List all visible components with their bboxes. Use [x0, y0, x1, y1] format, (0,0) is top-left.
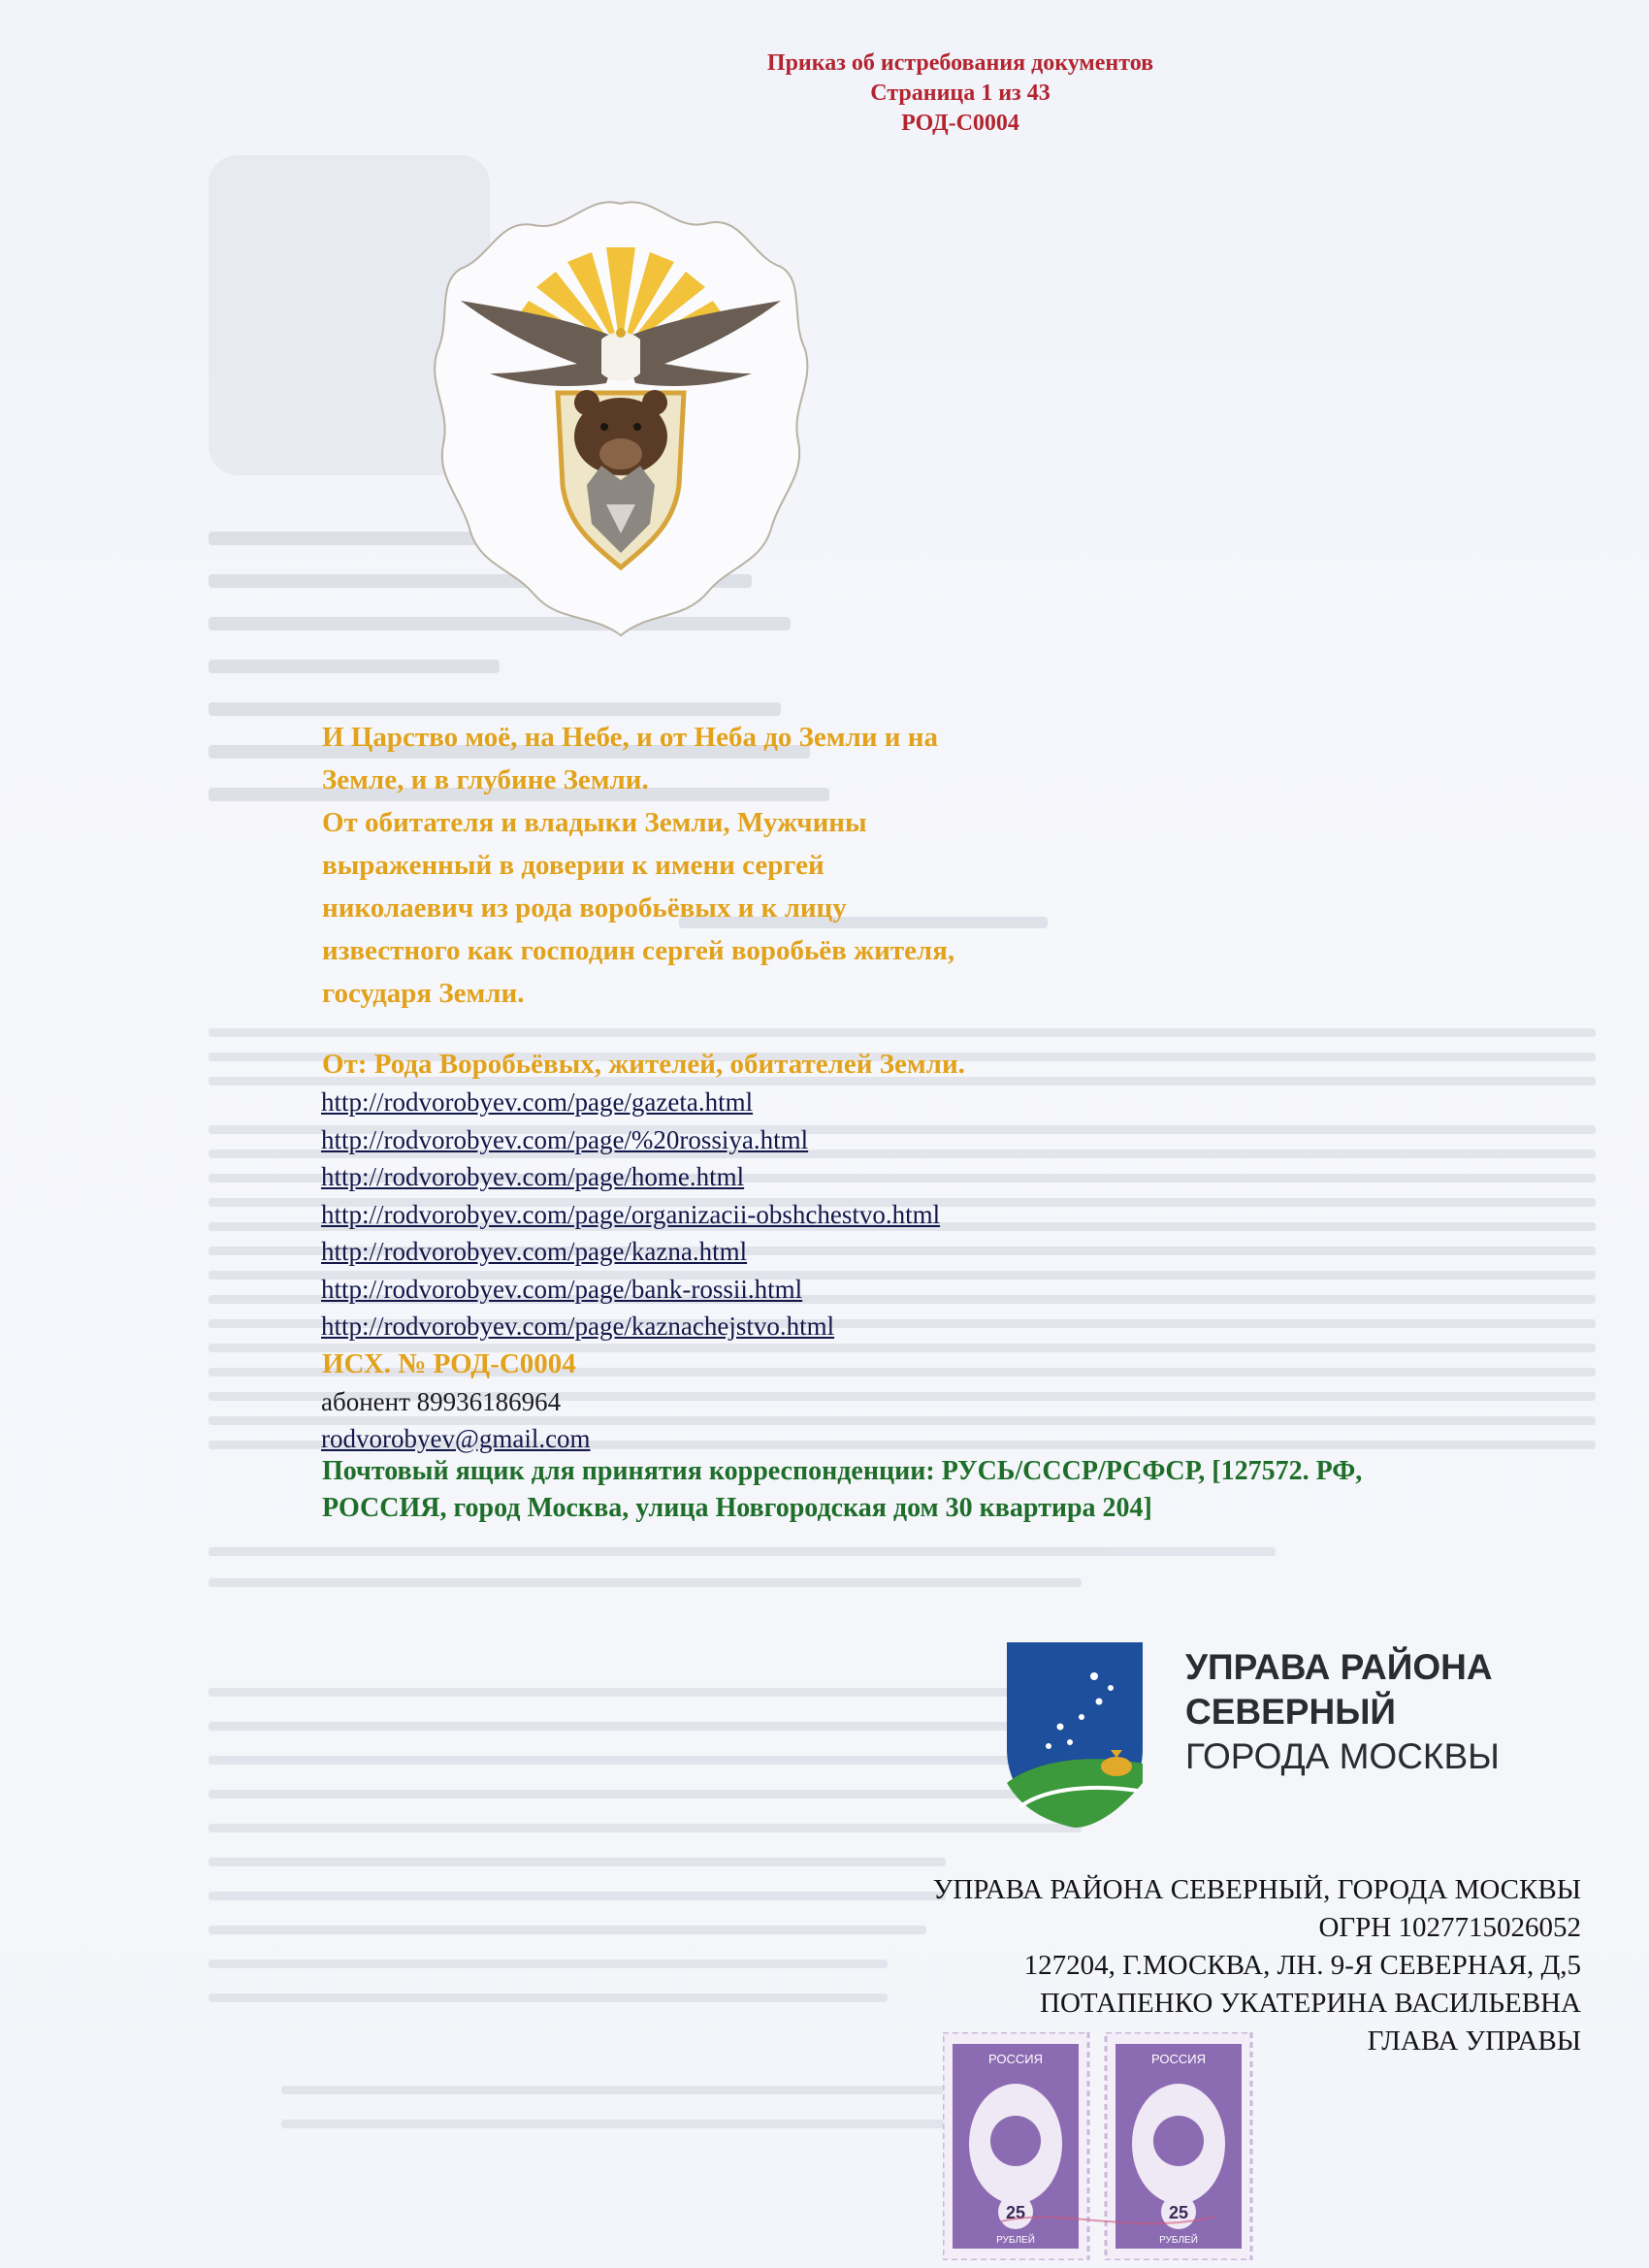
stamp-value: 25 — [1005, 2203, 1026, 2222]
addressee-org: УПРАВА РАЙОНА СЕВЕРНЫЙ, ГОРОДА МОСКВЫ — [932, 1874, 1581, 1905]
uprava-logo-text — [1185, 1645, 1500, 1779]
addressee-title: ГЛАВА УПРАВЫ — [1367, 2025, 1581, 2057]
motto-line: И Царство моё, на Небе, и от Неба до Земли и на — [322, 722, 938, 753]
motto-line: выраженный в доверии к имени сергей — [322, 850, 824, 881]
postbox-line: Почтовый ящик для принятия корреспонденции: РУСЬ/СССР/РСФСР, [127572. РФ, — [322, 1456, 1363, 1486]
postage-stamps — [943, 2032, 1253, 2260]
link-kazna[interactable]: http://rodvorobyev.com/page/kazna.html — [321, 1237, 748, 1266]
stamp-value: 25 — [1168, 2203, 1189, 2222]
link-list — [321, 1084, 940, 1345]
eagle-icon — [990, 2116, 1041, 2166]
uprava-logo-line: УПРАВА РАЙОНА — [1185, 1647, 1493, 1687]
rod-emblem-logo — [432, 194, 810, 650]
postage-stamp — [943, 2032, 1088, 2260]
link-gazeta[interactable]: http://rodvorobyev.com/page/gazeta.html — [321, 1087, 754, 1117]
contact-block — [321, 1383, 591, 1457]
stamp-country: РОССИЯ — [987, 2052, 1044, 2066]
motto-line: От обитателя и владыки Земли, Мужчины — [322, 807, 867, 838]
sender-line: От: Рода Воробьёвых, жителей, обитателей Земли. — [322, 1049, 965, 1080]
email-link[interactable]: rodvorobyev@gmail.com — [321, 1424, 591, 1453]
postage-stamp — [1106, 2032, 1251, 2260]
page-counter: Страница 1 из 43 — [870, 81, 1051, 106]
uprava-logo-line: СЕВЕРНЫЙ — [1185, 1692, 1397, 1732]
link-organizacii[interactable]: http://rodvorobyev.com/page/organizacii-obshchestvo.html — [321, 1199, 941, 1229]
postbox-line: РОССИЯ, город Москва, улица Новгородская дом 30 квартира 204] — [322, 1493, 1152, 1523]
document-title: Приказ об истребования документов — [766, 50, 1154, 76]
uprava-logo-line: ГОРОДА МОСКВЫ — [1185, 1736, 1500, 1776]
link-bank-rossii[interactable]: http://rodvorobyev.com/page/bank-rossii.html — [321, 1274, 803, 1304]
phone-number: абонент 89936186964 — [321, 1387, 562, 1416]
addressee-address: 127204, Г.МОСКВА, ЛН. 9-Я СЕВЕРНАЯ, Д,5 — [1023, 1950, 1581, 1981]
postbox-address — [322, 1453, 1583, 1527]
motto-line: государя Земли. — [322, 978, 525, 1009]
stamp-currency: РУБЛЕЙ — [1159, 2235, 1198, 2246]
motto-block — [322, 716, 1059, 1015]
motto-line: Земле, и в глубине Земли. — [322, 764, 649, 795]
motto-line: известного как господин сергей воробьёв жителя, — [322, 935, 955, 966]
motto-line: николаевич из рода воробьёвых и к лицу — [322, 892, 847, 923]
link-kaznachejstvo[interactable]: http://rodvorobyev.com/page/kaznachejstvo.html — [321, 1312, 835, 1341]
outgoing-reference: ИСХ. № РОД-С0004 — [322, 1348, 576, 1379]
stamp-country: РОССИЯ — [1150, 2052, 1207, 2066]
addressee-person: ПОТАПЕНКО УКАТЕРИНА ВАСИЛЬЕВНА — [1040, 1988, 1581, 2019]
stamp-currency: РУБЛЕЙ — [996, 2235, 1035, 2246]
eagle-icon — [1153, 2116, 1204, 2166]
document-header — [621, 49, 1300, 139]
addressee-ogrn: ОГРН 1027715026052 — [1318, 1912, 1581, 1943]
document-code: РОД-С0004 — [901, 111, 1019, 136]
link-home[interactable]: http://rodvorobyev.com/page/home.html — [321, 1162, 745, 1191]
link-rossiya[interactable]: http://rodvorobyev.com/page/%20rossiya.html — [321, 1124, 809, 1154]
